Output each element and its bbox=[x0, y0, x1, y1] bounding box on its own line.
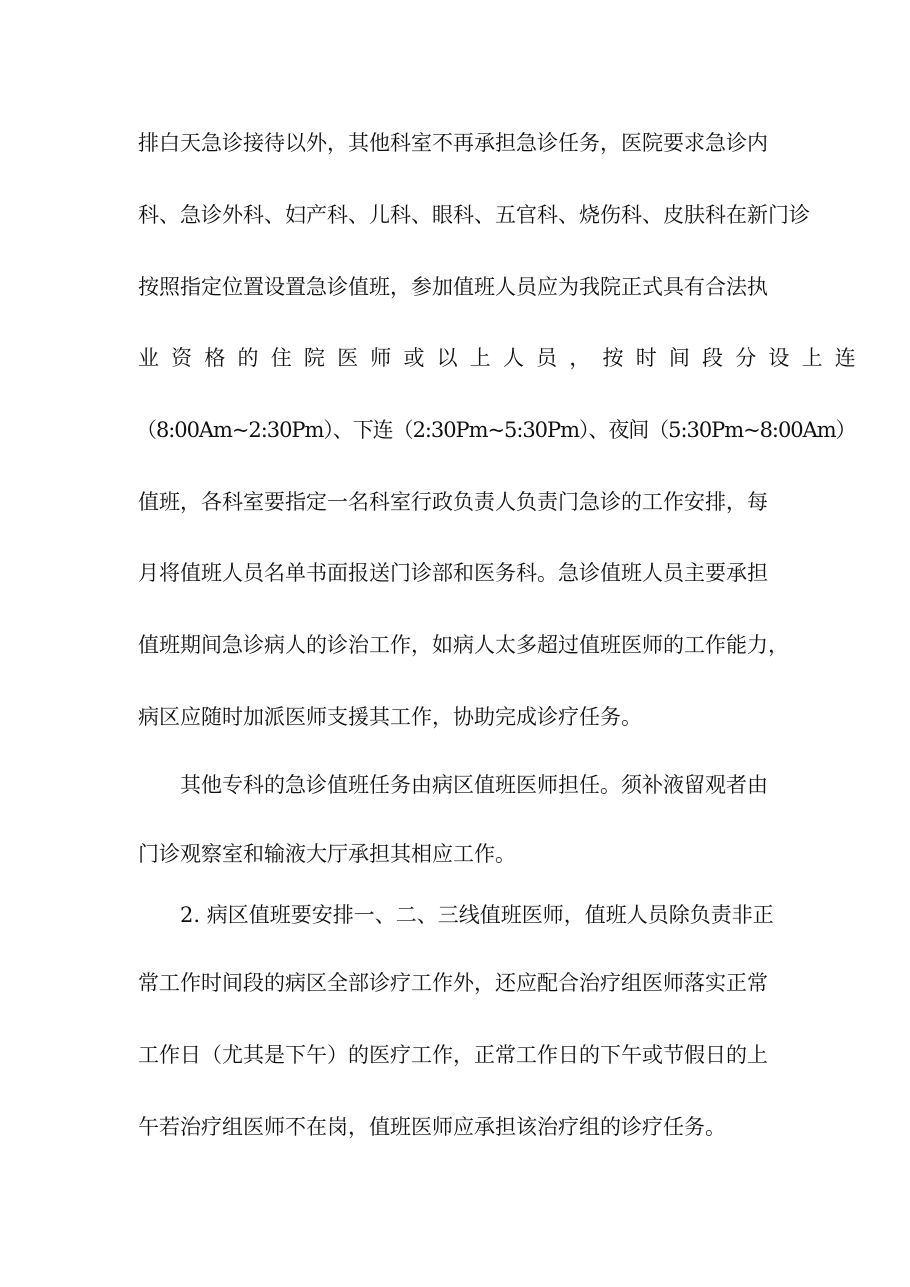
text-line-1: 排白天急诊接待以外，其他科室不再承担急诊任务，医院要求急诊内 bbox=[138, 131, 768, 155]
text-line-4: 业资格的住院医师或以上人员，按时间段分设上连 bbox=[138, 346, 868, 370]
text-line-12: 2. 病区值班要安排一、二、三线值班医师，值班人员除负责非正 bbox=[180, 903, 774, 927]
text-line-14: 工作日（尤其是下午）的医疗工作，正常工作日的下午或节假日的上 bbox=[138, 1043, 768, 1067]
text-line-2: 科、急诊外科、妇产科、儿科、眼科、五官科、烧伤科、皮肤科在新门诊 bbox=[138, 203, 810, 227]
text-line-13: 常工作时间段的病区全部诊疗工作外，还应配合治疗组医师落实正常 bbox=[138, 971, 768, 995]
text-line-5: （8:00Am~2:30Pm）、下连（2:30Pm~5:30Pm）、夜间（5:30Pm~8:00Am） bbox=[136, 418, 856, 442]
text-line-9: 病区应随时加派医师支援其工作，协助完成诊疗任务。 bbox=[138, 705, 642, 729]
text-line-8: 值班期间急诊病人的诊治工作，如病人太多超过值班医师的工作能力， bbox=[138, 633, 789, 657]
text-line-7: 月将值班人员名单书面报送门诊部和医务科。急诊值班人员主要承担 bbox=[138, 561, 768, 585]
text-line-3: 按照指定位置设置急诊值班，参加值班人员应为我院正式具有合法执 bbox=[138, 275, 768, 299]
text-line-10: 其他专科的急诊值班任务由病区值班医师担任。须补液留观者由 bbox=[180, 773, 768, 797]
text-line-11: 门诊观察室和输液大厅承担其相应工作。 bbox=[138, 842, 516, 866]
text-line-6: 值班，各科室要指定一名科室行政负责人负责门急诊的工作安排，每 bbox=[138, 490, 768, 514]
text-line-15: 午若治疗组医师不在岗，值班医师应承担该治疗组的诊疗任务。 bbox=[138, 1115, 726, 1139]
